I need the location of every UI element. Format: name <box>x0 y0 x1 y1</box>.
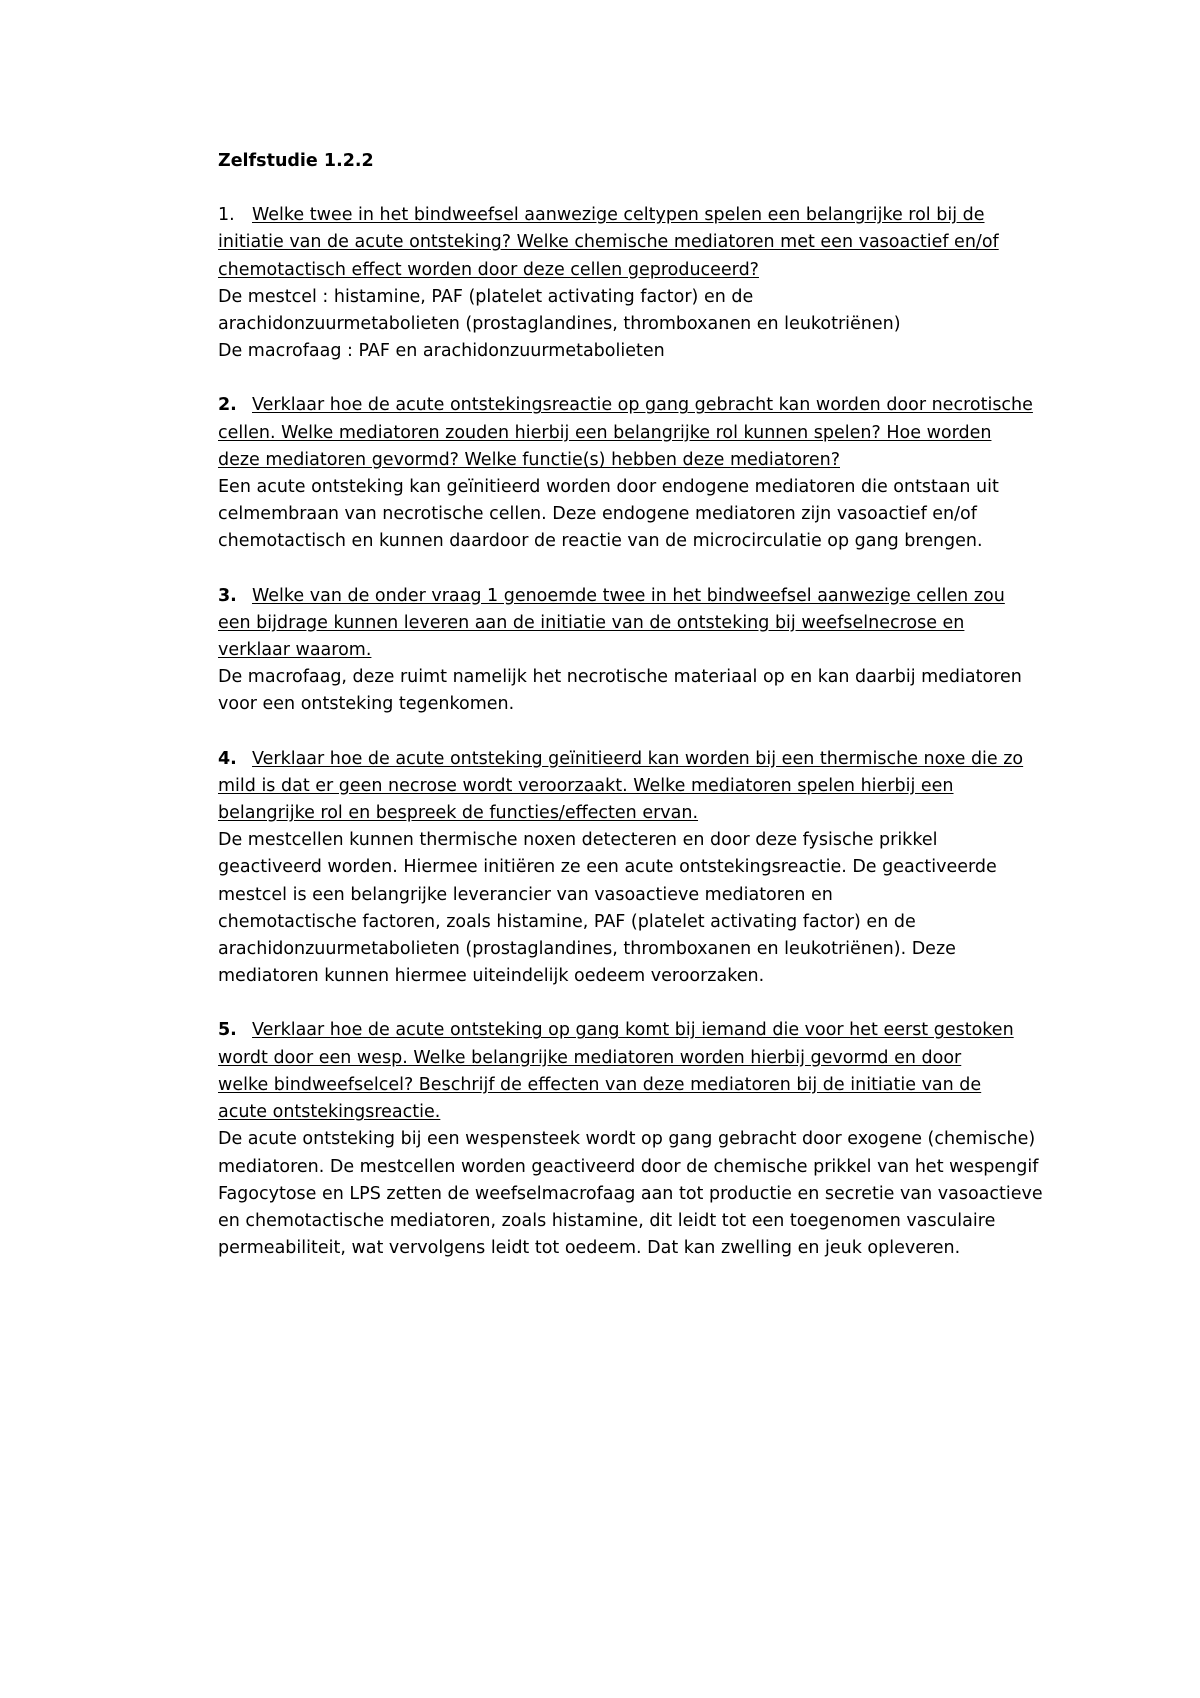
document-title: Zelfstudie 1.2.2 <box>218 151 374 171</box>
question-text: Verklaar hoe de acute ontsteking geïnitieerd kan worden bij een thermische noxe die zo <box>252 748 1024 769</box>
answer-line: mestcel is een belangrijke leverancier van vasoactieve mediatoren en <box>218 884 833 905</box>
answer-line: permeabiliteit, wat vervolgens leidt tot oedeem. Dat kan zwelling en jeuk opleveren. <box>218 1238 961 1259</box>
question-text: Welke twee in het bindweefsel aanwezige celtypen spelen een belangrijke rol bij de <box>252 205 985 226</box>
answer-line: De macrofaag, deze ruimt namelijk het necrotische materiaal op en kan daarbij mediatoren <box>218 667 1022 688</box>
answer-line: chemotactisch en kunnen daardoor de reactie van de microcirculatie op gang brengen. <box>218 531 983 552</box>
answer-line: voor een ontsteking tegenkomen. <box>218 694 515 715</box>
question-number: 2. <box>218 395 237 416</box>
answer-line: Een acute ontsteking kan geïnitieerd worden door endogene mediatoren die ontstaan uit <box>218 477 999 498</box>
answer-line: celmembraan van necrotische cellen. Deze endogene mediatoren zijn vasoactief en/of <box>218 504 977 525</box>
answer-line: mediatoren kunnen hiermee uiteindelijk oedeem veroorzaken. <box>218 966 765 987</box>
question-number: 3. <box>218 585 237 606</box>
question-text: mild is dat er geen necrose wordt veroorzaakt. Welke mediatoren spelen hierbij een <box>218 775 954 796</box>
question-line <box>218 420 1078 447</box>
question-line <box>218 1017 1078 1044</box>
question-text: verklaar waarom. <box>218 640 372 661</box>
question-number: 4. <box>218 748 237 769</box>
question-number: 1. <box>218 205 235 226</box>
answer-line: en chemotactische mediatoren, zoals histamine, dit leidt tot een toegenomen vasculaire <box>218 1210 996 1231</box>
question-text: chemotactisch effect worden door deze cellen geproduceerd? <box>218 259 759 280</box>
question-block-2 <box>218 392 1078 555</box>
question-line <box>218 800 1078 827</box>
questions-list <box>218 202 1078 1262</box>
question-block-1 <box>218 202 1078 365</box>
answer-line: De mestcel : histamine, PAF (platelet activating factor) en de <box>218 286 754 307</box>
question-line <box>218 746 1078 773</box>
answer-line: arachidonzuurmetabolieten (prostaglandines, thromboxanen en leukotriënen) <box>218 314 901 335</box>
question-text: wordt door een wesp. Welke belangrijke mediatoren worden hierbij gevormd en door <box>218 1047 962 1068</box>
question-text: een bijdrage kunnen leveren aan de initiatie van de ontsteking bij weefselnecrose en <box>218 612 965 633</box>
question-line <box>218 1099 1078 1126</box>
answer-line: chemotactische factoren, zoals histamine, PAF (platelet activating factor) en de <box>218 911 916 932</box>
question-text: welke bindweefselcel? Beschrijf de effecten van deze mediatoren bij de initiatie van de <box>218 1074 982 1095</box>
question-block-3 <box>218 583 1078 719</box>
question-text: acute ontstekingsreactie. <box>218 1102 441 1123</box>
answer-line: De macrofaag : PAF en arachidonzuurmetabolieten <box>218 341 665 362</box>
question-text: Verklaar hoe de acute ontsteking op gang komt bij iemand die voor het eerst gestoken <box>252 1020 1014 1041</box>
answer-line: De acute ontsteking bij een wespensteek wordt op gang gebracht door exogene (chemische) <box>218 1129 1036 1150</box>
question-text: deze mediatoren gevormd? Welke functie(s) hebben deze mediatoren? <box>218 449 840 470</box>
question-line <box>218 229 1078 256</box>
question-line <box>218 773 1078 800</box>
question-line <box>218 1045 1078 1072</box>
question-text: cellen. Welke mediatoren zouden hierbij een belangrijke rol kunnen spelen? Hoe worden <box>218 422 992 443</box>
question-line <box>218 392 1078 419</box>
question-text: belangrijke rol en bespreek de functies/effecten ervan. <box>218 803 699 824</box>
question-line <box>218 610 1078 637</box>
document-page <box>218 148 1078 1289</box>
question-text: initiatie van de acute ontsteking? Welke chemische mediatoren met een vasoactief en/of <box>218 232 999 253</box>
question-text: Verklaar hoe de acute ontstekingsreactie op gang gebracht kan worden door necrotische <box>252 395 1033 416</box>
question-block-5 <box>218 1017 1078 1262</box>
answer-line: geactiveerd worden. Hiermee initiëren ze een acute ontstekingsreactie. De geactiveerde <box>218 857 997 878</box>
question-line <box>218 1072 1078 1099</box>
question-line <box>218 202 1078 229</box>
question-line <box>218 447 1078 474</box>
question-line <box>218 583 1078 610</box>
question-line <box>218 637 1078 664</box>
answer-line: arachidonzuurmetabolieten (prostaglandines, thromboxanen en leukotriënen). Deze <box>218 939 956 960</box>
answer-line: mediatoren. De mestcellen worden geactiveerd door de chemische prikkel van het wespengif <box>218 1156 1039 1177</box>
question-line <box>218 257 1078 284</box>
question-block-4 <box>218 746 1078 991</box>
question-text: Welke van de onder vraag 1 genoemde twee in het bindweefsel aanwezige cellen zou <box>252 585 1005 606</box>
answer-line: Fagocytose en LPS zetten de weefselmacrofaag aan tot productie en secretie van vasoactieve <box>218 1183 1043 1204</box>
answer-line: De mestcellen kunnen thermische noxen detecteren en door deze fysische prikkel <box>218 830 938 851</box>
question-number: 5. <box>218 1020 237 1041</box>
